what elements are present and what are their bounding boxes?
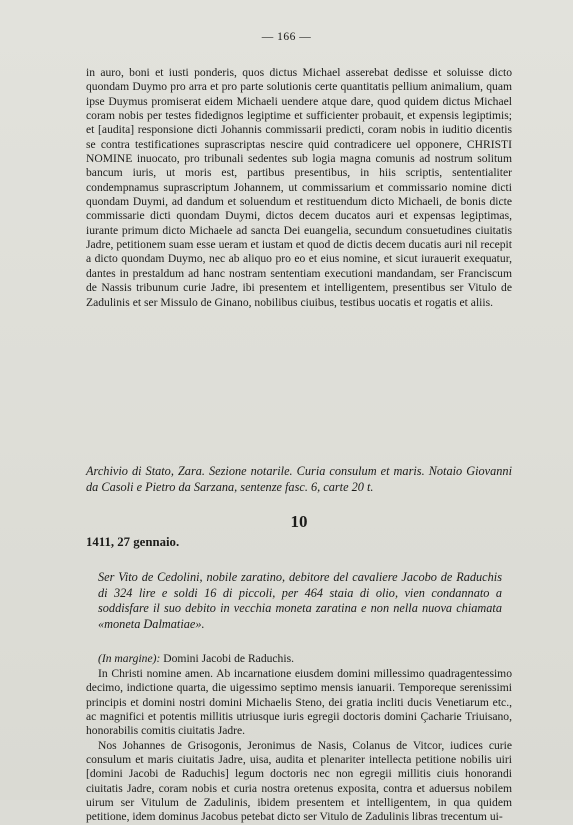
- continuation-paragraph: in auro, boni et iusti ponderis, quos dictus Michael asserebat dedisse et soluisse dicto quondam Duymo pro arra et pro parte solutionis certe quantitatis pellium animalium, quam ipse Duymus promiserat eidem Michaeli uendere atque dare, quod quidem dictus Michael coram nobis per testes fidedignos legiptime et sufficienter probauit, et expensis legiptimis; et [audita] responsione dicti Johannis commissarii predicti, coram nobis in iuditio dicentis se contra testificationes suprascriptas nescire quid contradicere uel opponere, CHRISTI NOMINE inuocato, pro tribunali sedentes sub logia magna comunis ad nostrum solitum bancum iuris, ut moris est, partibus presentibus, in hiis scriptis, sententialiter condempnamus suprascriptum Johannem, ut commissarium et commissario nomine dicti quondam Duymi, ad dandum et soluendum et restituendum dicto Michaeli, de bonis dicte commissarie dicti quondam Duymi, dictos decem ducatos auri et expensas legiptimas, iurante primum dicto Michaele ad sancta Dei euangelia, secundum consuetudines ciuitatis Jadre, petitionem suam esse ueram et iustam et quod de dictis decem ducatis auri nil recepit a dicto quondam Duymo, nec ab aliquo pro eo et eius nomine, et sicut iurauerit exequatur, dantes in prestaldum ad hanc nostram sententiam executioni mandandam, ser Franciscum de Nassis tribunum curie Jadre, ibi presentem et intelligentem, presentibus ser Vitulo de Zadulinis et ser Missulo de Ginano, nobilibus ciuibus, testibus uocatis et rogatis et aliis.: [86, 66, 512, 309]
- body-paragraph-1: In Christi nomine amen. Ab incarnatione eiusdem domini millessimo quadragentessimo decimo, indictione quarta, die uigessimo septimo mensis ianuarii. Temporeque serenissimi principis et domini nostri domini Michaelis Steno, dei gratia incliti ducis Venetiarum etc., ac magnifici et potentis millitis utriusque iuris egregii doctoris domini Çacharie Triuisano, honorabilis comitis ciuitatis Jadre.: [86, 667, 512, 738]
- document-body: [86, 667, 512, 825]
- page-number: — 166 —: [261, 31, 312, 43]
- margin-note-text: Domini Jacobi de Raduchis.: [160, 652, 294, 665]
- body-paragraph-2: Nos Johannes de Grisogonis, Jeronimus de Nasis, Colanus de Vitcor, iudices curie consulum et maris ciuitatis Jadre, uisa, audita et plenariter intellecta petitione nobilis uiri [domini Jacobi de Raduchis] legum doctoris nec non egregii millitis ciuis honorandi ciuitatis Jadre, coram nobis et curia nostra oretenus exposita, contra et aduersus nobilem uirum ser Vitulum de Zadulinis, ibidem presentem et intelligentem, in qua quidem petitione, idem dominus Jacobus petebat dicto ser Vitulo de Zadulinis libras trecentum ui-: [86, 738, 512, 824]
- margin-note: [98, 652, 512, 666]
- document-date: 1411, 27 gennaio.: [86, 535, 180, 549]
- archive-reference: Archivio di Stato, Zara. Sezione notarile. Curia consulum et maris. Notaio Giovanni da Casoli e Pietro da Sarzana, sentenze fasc. 6, carte 20 t.: [86, 464, 512, 494]
- document-number: 10: [290, 512, 308, 531]
- document-heading: [86, 512, 512, 560]
- document-summary: Ser Vito de Cedolini, nobile zaratino, debitore del cavaliere Jacobo de Raduchis di 324 lire e soldi 16 di piccoli, per 464 staia di olio, vien condannato a soddisfare il suo debito in vecchia moneta zaratina e non nella nuova chiamata «moneta Dalmatiae».: [98, 570, 502, 631]
- margin-note-label: (In margine):: [98, 652, 161, 665]
